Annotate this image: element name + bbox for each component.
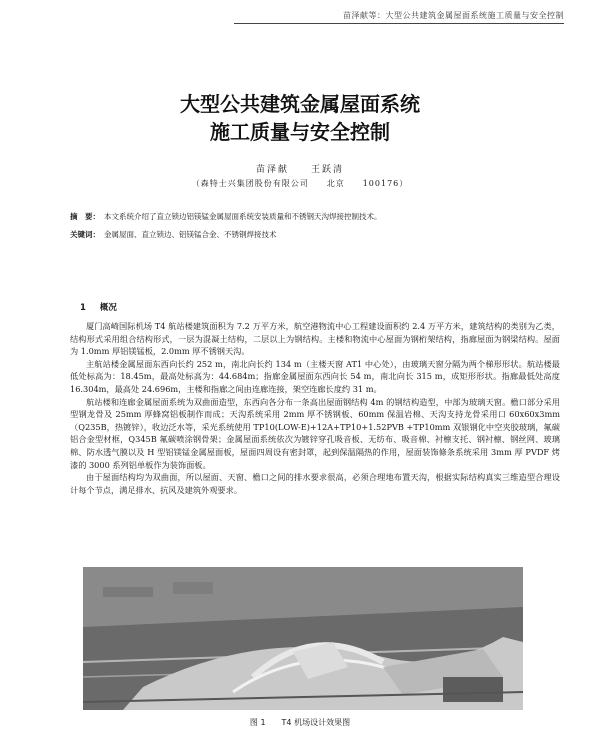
affiliation: （森特士兴集团股份有限公司 北京 100176）	[191, 179, 409, 188]
figure-caption-number: 图 1	[249, 718, 266, 727]
section-heading	[80, 301, 131, 313]
keywords	[70, 229, 560, 240]
paragraph-4: 由于屋面结构均为双曲面，所以屋面、天窗、檐口之间的排水要求很高，必须合理地布置天沟，根据实际结构真实三维造型合理设计每个节点，满足排水、抗风及建筑外观要求。	[70, 472, 560, 495]
airport-render-figure	[83, 567, 523, 710]
keywords-label: 关键词：	[70, 230, 100, 239]
abstract-label: 摘 要：	[70, 212, 100, 221]
paper-title-line-2: 施工质量与安全控制	[210, 120, 390, 144]
figure-caption	[0, 717, 600, 728]
paragraph-2: 主航站楼金属屋面东西向长约 252 m，南北向长约 134 m（主楼天窗 AT1 中心处），由玻璃天窗分隔为两个梯形形状。航站楼最低处标高为：18.45m，最高处标高为：44.684m；指廊金属屋面东西向长 54 m，南北向长 315 m，成矩形形状。指廊最低处高度 16.304m，最高处 24.696m，主楼和指廊之间由连廊连接，架空连廊长度约 31 m。	[70, 358, 560, 394]
section-title: 概况	[99, 303, 117, 313]
paper-title-line-1: 大型公共建筑金属屋面系统	[180, 92, 420, 116]
abstract-text: 本文系统介绍了直立锁边铝镁锰金属屋面系统安装质量和不锈钢天沟焊接控制技术。	[104, 212, 382, 221]
paragraph-1: 厦门高崎国际机场 T4 航站楼建筑面积为 7.2 万平方米，航空港物流中心工程建设面积约 2.4 万平方米，建筑结构的类别为乙类，结构形式采用组合结构形式，一层为混凝土结构，二层以上为钢结构。主楼和物流中心屋面为钢桁架结构，指廊屋面为钢梁结构。屋面为 1.0mm 厚铝镁锰板，2.0mm 厚不锈钢天沟。	[70, 321, 560, 357]
body-text	[70, 320, 560, 496]
airport-render-image	[83, 567, 523, 710]
authors: 苗泽献 王跃清	[255, 165, 344, 175]
abstract	[70, 211, 560, 222]
section-number: 1	[80, 303, 86, 313]
running-header: 苗泽献等：大型公共建筑金属屋面系统施工质量与安全控制	[234, 10, 564, 24]
keywords-text: 金属屋面、直立锁边、铝镁锰合金、不锈钢焊接技术	[104, 230, 277, 239]
figure-caption-text: T4 机场设计效果图	[281, 718, 351, 727]
paragraph-3: 航站楼和连廊金属屋面系统为双曲面造型，东西向各分布一条高出屋面钢结构 4m 的钢结构造型，中部为玻璃天窗。檐口部分采用型钢龙骨及 25mm 厚蜂窝铝板制作而成；天沟系统采用 2mm 厚不锈钢板、60mm 保温岩棉、天沟支持龙骨采用口 60x60x3mm（Q235B，热镀锌），收边泛水等，采光系统使用 TP10(LOW-E)+12A+TP10+1.52PVB +TP10mm 双银钢化中空夹胶玻璃，氟碳铝合金型材框，Q345B 氟碳喷涂钢骨架；金属屋面系统依次为镀锌穿孔吸音板、无纺布、吸音棉、衬檩支托、钢衬檩、钢丝网、玻璃棉、防水透气膜以及 H 型铝镁锰金属屋面板，屋面四周设有密封罩，起到保温隔热的作用，屋面装饰條条系统采用 3mm 厚 PVDF 烤漆的 3000 系列铝单板作为装饰面板。	[70, 396, 560, 470]
